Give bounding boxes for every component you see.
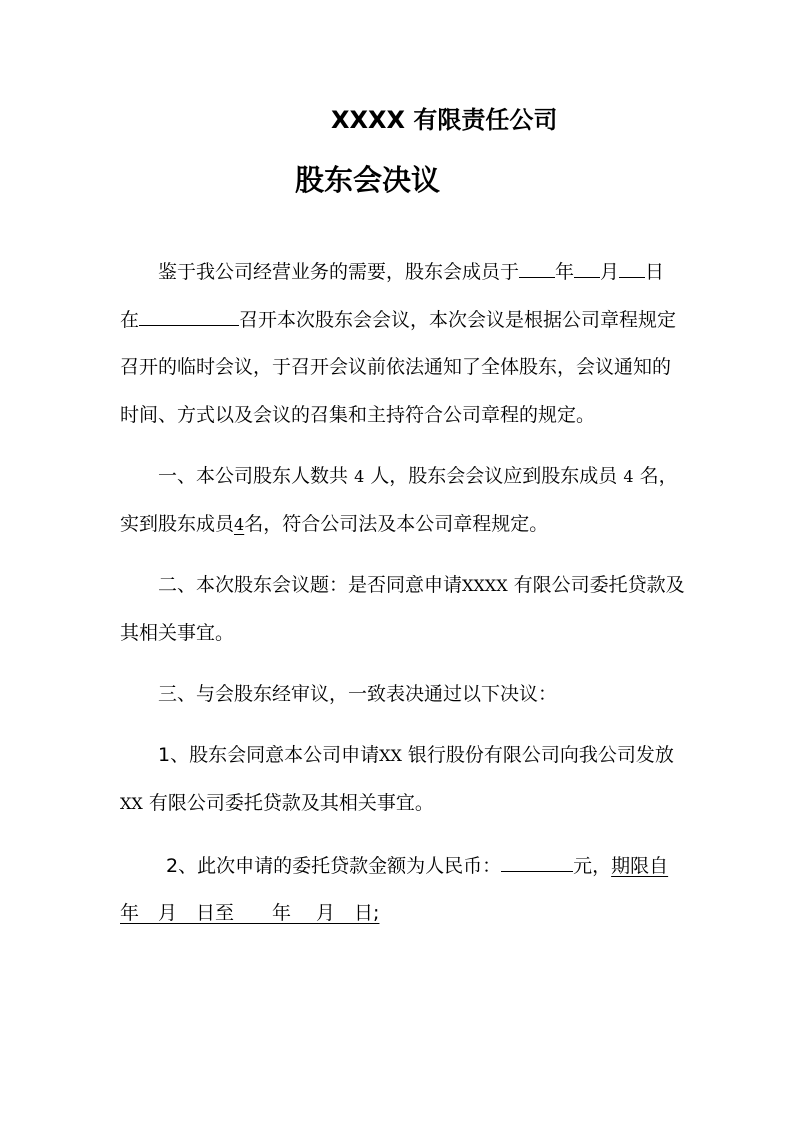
item1-text: 名， xyxy=(639,465,678,487)
resolution1-text: 1、股东会同意本公司申请 xyxy=(158,744,380,766)
preamble-text: 鉴于我公司经营业务的需要，股东会成员于 xyxy=(158,261,520,283)
term-label: 期限自 xyxy=(611,855,669,877)
preamble-line-4: 时间、方式以及会议的召集和主持符合公司章程的规定。 xyxy=(120,404,596,426)
resolution2-line-2 xyxy=(120,899,379,927)
month-blank xyxy=(574,257,600,278)
resolution1-text: 银行股份有限公司向我公司发放 xyxy=(407,744,674,766)
preamble-line-2 xyxy=(120,305,676,334)
item2-text: 有限公司委托贷款及 xyxy=(513,574,685,596)
borrower-company: XXXX xyxy=(462,576,508,595)
resolution2-text: 2、此次申请的委托贷款金额为人民币： xyxy=(166,855,502,877)
location-prefix: 在 xyxy=(120,309,140,331)
document-heading: 股东会决议 xyxy=(295,163,441,197)
resolution1-line-2 xyxy=(120,789,434,818)
bank-name: XX xyxy=(379,746,402,765)
expected-count: 4 xyxy=(623,467,634,486)
item1-text: 名，符合公司法及本公司章程规定。 xyxy=(244,513,549,535)
company-title: XXXX 有限责任公司 xyxy=(331,106,558,134)
item2-line-2: 其相关事宜。 xyxy=(120,622,235,644)
resolution1-text: 有限公司委托贷款及其相关事宜。 xyxy=(148,792,434,814)
year-blank xyxy=(519,257,555,278)
item1-text: 人，股东会会议应到股东成员 xyxy=(370,465,618,487)
preamble-line-3: 召开的临时会议，于召开会议前依法通知了全体股东，会议通知的 xyxy=(120,356,672,378)
item1-text: 实到股东成员 xyxy=(120,513,235,535)
currency-unit: 元， xyxy=(573,855,612,877)
term-dates: 年 月 日至 年 月 日; xyxy=(120,902,380,924)
preamble-line-1 xyxy=(158,257,664,286)
month-label: 月 xyxy=(600,261,620,283)
shareholder-count: 4 xyxy=(354,467,365,486)
preamble-text: 召开本次股东会会议，本次会议是根据公司章程规定 xyxy=(239,309,677,331)
resolution1-line-1 xyxy=(158,741,674,770)
location-blank xyxy=(139,305,239,326)
day-label: 日 xyxy=(645,261,665,283)
lender-company: XX xyxy=(120,794,143,813)
amount-blank xyxy=(501,851,573,872)
actual-count: 4 xyxy=(234,515,245,534)
item1-line-2 xyxy=(120,510,548,539)
day-blank xyxy=(619,257,645,278)
year-label: 年 xyxy=(555,261,575,283)
item2-line-1 xyxy=(158,571,685,600)
item1-text: 一、本公司股东人数共 xyxy=(158,465,349,487)
item1-line-1 xyxy=(158,462,678,491)
item3-line: 三、与会股东经审议，一致表决通过以下决议： xyxy=(158,683,558,705)
resolution2-line-1 xyxy=(166,851,668,880)
item2-text: 二、本次股东会议题：是否同意申请 xyxy=(158,574,463,596)
